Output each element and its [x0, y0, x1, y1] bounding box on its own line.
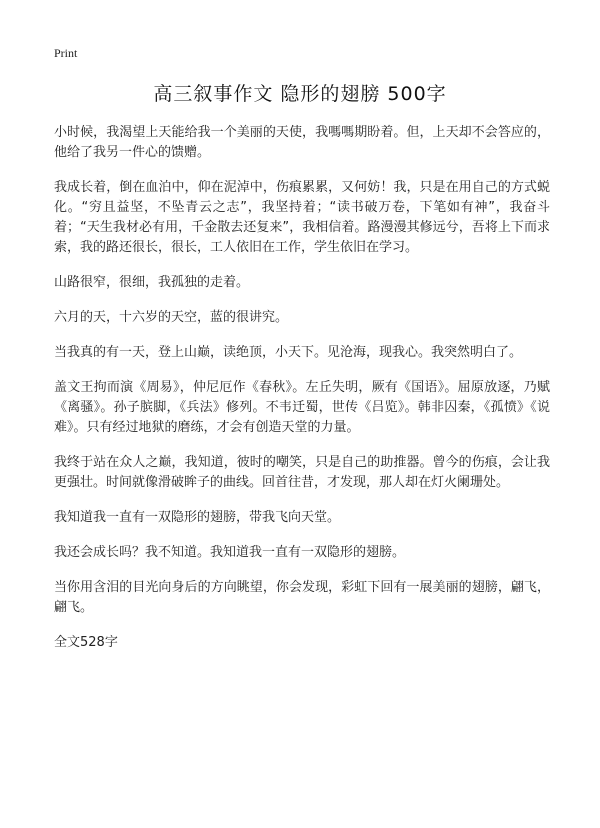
paragraph: 山路很窄，很细，我孤独的走着。 — [54, 275, 250, 290]
paragraph: 六月的天，十六岁的天空，蓝的很讲究。 — [54, 310, 289, 325]
paragraph: 我成长着，倒在血泊中，仰在泥淖中，伤痕累累，又何妨！我，只是在用自己的方式蜕化。“穷且益坚，不坠青云之志”，我坚持着；“读书破万卷，下笔如有神”，我奋斗着；“天生我材必有用，千金散去还复来”，我相信着。路漫漫其修远兮，吾将上下而求索，我的路还很长，很长，工人依旧在工作，学生依旧在学习。 — [54, 180, 550, 255]
paragraph: 当我真的有一天，登上山巅，读绝顶，小天下。见沧海，现我心。我突然明白了。 — [54, 345, 523, 360]
article-title: 高三叙事作文 隐形的翅膀 500字 — [153, 83, 447, 105]
article-body — [54, 123, 550, 653]
paragraph: 我终于站在众人之巅，我知道，彼时的嘲笑，只是自己的助推器。曾今的伤痕，会让我更强壮。时间就像滑破眸子的曲线。回首往昔，才发现，那人却在灯火阑珊处。 — [54, 455, 550, 490]
paragraph: 当你用含泪的目光向身后的方向眺望，你会发现，彩虹下回有一展美丽的翅膀，翩飞，翩飞。 — [54, 580, 550, 615]
paragraph: 我知道我一直有一双隐形的翅膀，带我飞向天堂。 — [54, 510, 341, 525]
word-count: 全文528字 — [54, 635, 118, 650]
paragraph: 小时候，我渴望上天能给我一个美丽的天使，我嗎嗎期盼着。但，上天却不会答应的，他给了我另一件心的馈赠。 — [54, 125, 550, 160]
print-link[interactable]: Print — [54, 46, 78, 60]
paragraph: 盖文王拘而演《周易》，仲尼厄作《春秋》。左丘失明，厥有《国语》。屈原放逐，乃赋《离骚》。孙子膑脚，《兵法》修列。不韦迁蜀，世传《吕览》。韩非囚秦，《孤愤》《说难》。只有经过地狱的磨练，才会有创造天堂的力量。 — [54, 380, 550, 435]
paragraph: 我还会成长吗？我不知道。我知道我一直有一双隐形的翅膀。 — [54, 545, 406, 560]
